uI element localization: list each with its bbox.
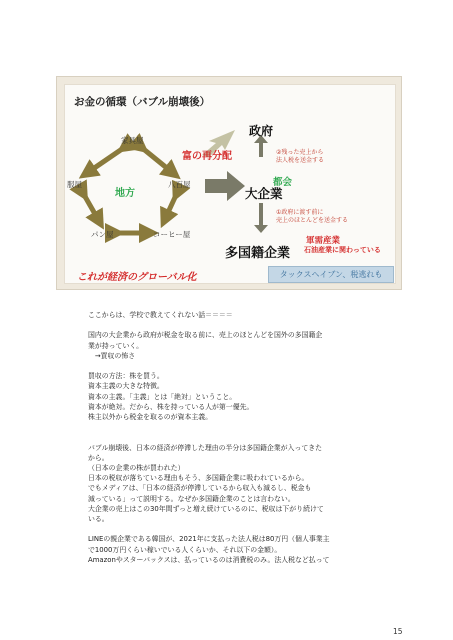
body-line: 大企業の売上はこの30年間ずっと増え続けているのに、税収は下がり続けて bbox=[88, 504, 324, 513]
arrow-grocer-coffee bbox=[165, 193, 177, 219]
body-line: でもメディアは、「日本の経済が停滞しているから収入も減るし、税金も bbox=[88, 484, 312, 493]
tax-haven-box: タックスヘイブン、税逃れも bbox=[268, 266, 394, 283]
label-oil: 石油産業に関わっている bbox=[304, 246, 381, 254]
note-remaining-tax: ②残った売上から 法人税を送金する bbox=[276, 149, 325, 164]
shop-coffee: コーヒー屋 bbox=[153, 230, 191, 239]
arrow-to-big-company bbox=[205, 171, 245, 201]
body-line: から。 bbox=[88, 453, 109, 462]
body-line: 株主以外から税金を取るのが資本主義。 bbox=[88, 413, 213, 422]
body-line: 業が持っていく。 bbox=[88, 341, 143, 350]
body-line bbox=[88, 422, 330, 432]
body-line: いる。 bbox=[88, 515, 109, 524]
shop-clothing: 服屋 bbox=[67, 180, 82, 189]
body-line bbox=[88, 432, 330, 442]
body-line: 国内の大企業から政府が税金を取る前に、売上のほとんどを国外の多国籍企 bbox=[88, 331, 323, 340]
diagram-board bbox=[56, 76, 402, 290]
note-before-government: ①政府に渡す前に 売上のほとんどを送金する bbox=[276, 209, 349, 224]
label-big-company: 大企業 bbox=[245, 186, 283, 201]
label-region: 地方 bbox=[115, 188, 135, 199]
body-line: で1000万円くらい稼いでいる人くらいか、それ以下の金額）。 bbox=[88, 545, 282, 554]
body-line: （日本の企業の株が買われた） bbox=[88, 464, 185, 473]
body-line: バブル崩壊後、日本の経済が停滞した理由の半分は多国籍企業が入ってきた bbox=[88, 443, 323, 452]
arrow-furniture-clothing bbox=[87, 147, 125, 173]
shop-bakery: パン屋 bbox=[91, 230, 114, 239]
arrow-to-multinational bbox=[254, 203, 268, 233]
label-multinational: 多国籍企業 bbox=[225, 246, 291, 261]
body-line: 資本の主義。「主義」とは「絶対」ということ。 bbox=[88, 392, 237, 401]
label-city: 都会 bbox=[273, 177, 293, 188]
body-line bbox=[88, 524, 330, 534]
body-line: 買収の方法：株を買う。 bbox=[88, 372, 164, 381]
body-line: →買収の怖さ bbox=[88, 351, 136, 360]
body-text bbox=[88, 310, 330, 565]
shop-grocer: 八百屋 bbox=[168, 180, 191, 189]
diagram-title: お金の循環（バブル崩壊後） bbox=[74, 96, 211, 108]
body-line: 日本の税収が落ちている理由もそう、多国籍企業に吸われているから。 bbox=[88, 474, 309, 483]
body-line: Amazonやスターバックスは、払っているのは消費税のみ。法人税など払って bbox=[88, 555, 330, 564]
label-military: 軍需産業 bbox=[306, 236, 341, 246]
body-line: 減っている」って説明する。なぜか多国籍企業のことは言わない。 bbox=[88, 494, 295, 503]
body-line bbox=[88, 361, 330, 371]
body-line bbox=[88, 320, 330, 330]
diagram-panel bbox=[64, 84, 396, 284]
body-line: ここからは、学校で教えてくれない話＝＝＝＝ bbox=[88, 311, 233, 319]
body-line: 資本が絶対。だから、株を持っている人が第一優先。 bbox=[88, 402, 254, 411]
body-line: LINEの親企業である韓国が、2021年に支払った法人税は80万円（個人事業主 bbox=[88, 535, 330, 544]
shop-furniture: 家具屋 bbox=[121, 136, 144, 145]
label-redistribution: 富の再分配 bbox=[182, 151, 232, 162]
label-government: 政府 bbox=[249, 124, 274, 138]
arrow-furniture-grocer bbox=[141, 147, 173, 173]
body-line: 資本主義の大きな特徴。 bbox=[88, 382, 164, 391]
page-number: 15 bbox=[393, 627, 403, 636]
global-caption: これが経済のグローバル化 bbox=[77, 272, 197, 283]
arrow-clothing-bakery bbox=[83, 193, 99, 221]
